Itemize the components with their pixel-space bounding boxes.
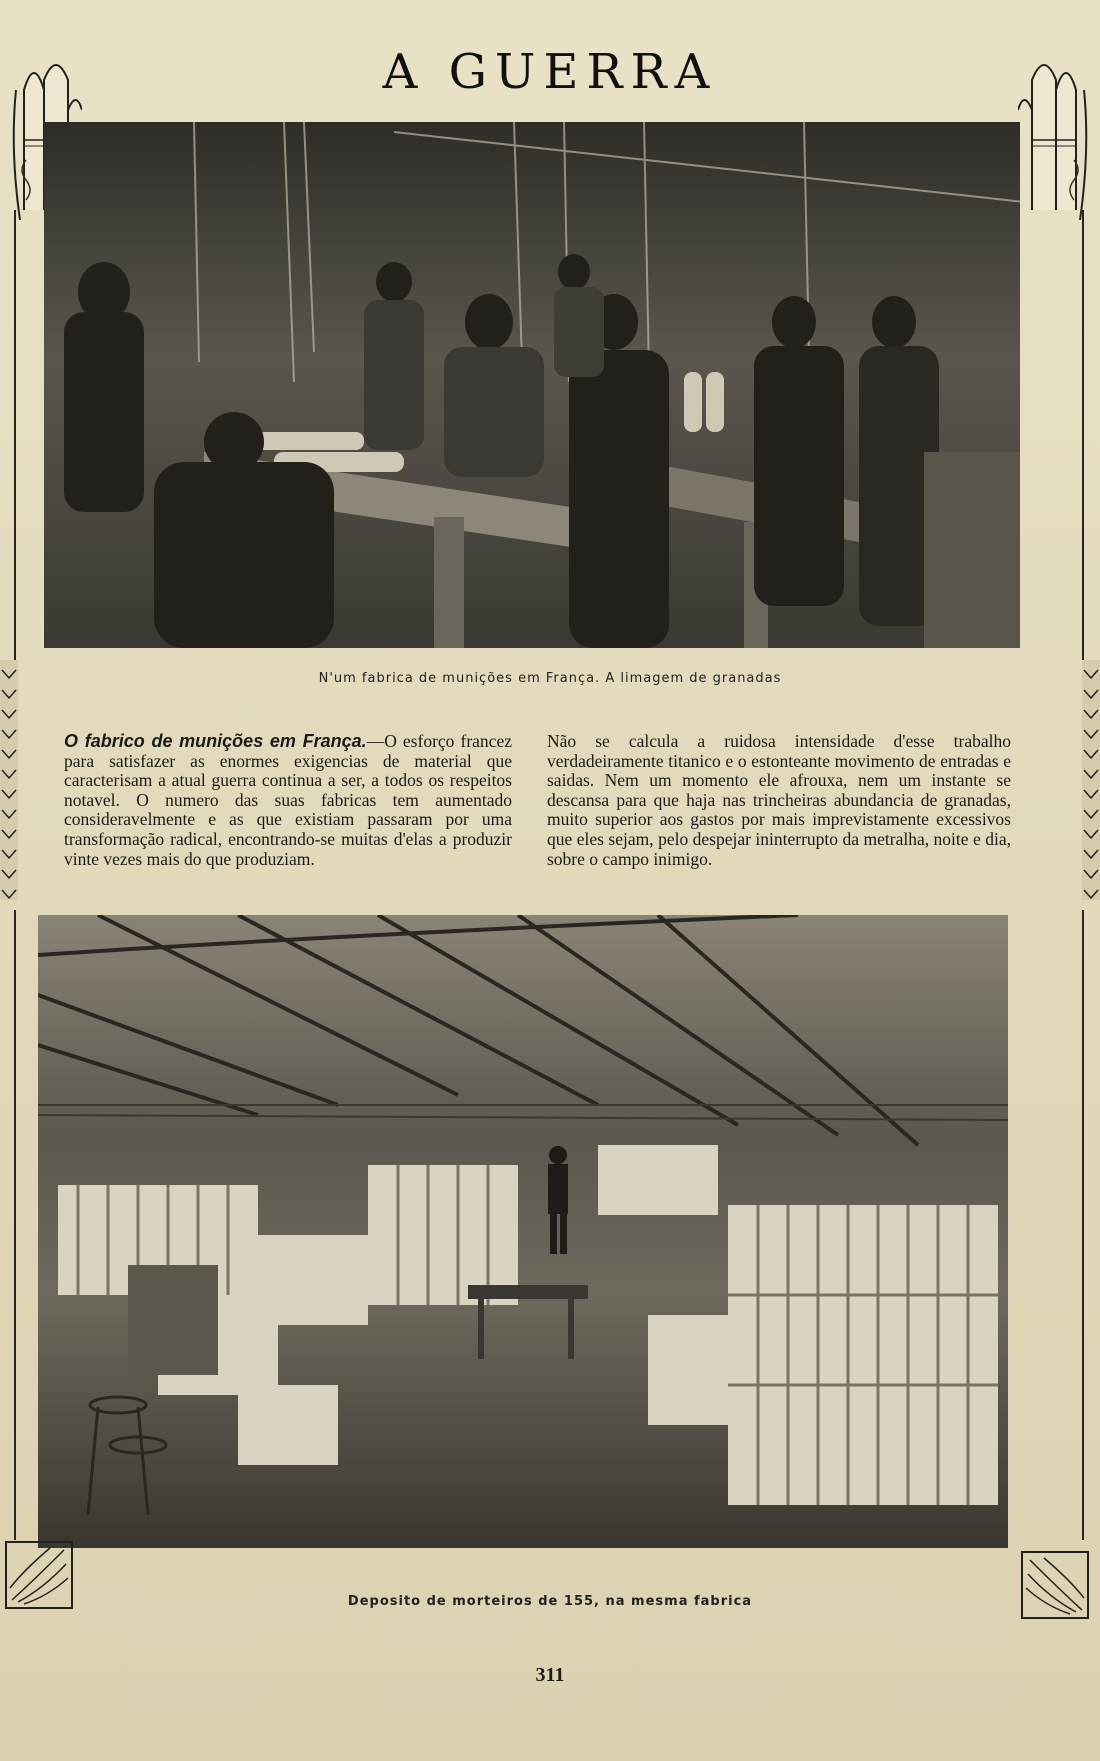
article-lead-heading: O fabrico de munições em França.	[64, 731, 367, 751]
chevron-side-band-icon	[0, 660, 18, 900]
shell-ornament-icon	[1018, 50, 1090, 220]
article-body-right: Não se calcula a ruidosa intensidade d'esse trabalho verdadeiramente titanico e o estonteante movimento de entradas e saidas. Nem um momento ele afrouxa, nem um instante se descansa para que haja nas trincheiras abundancia de granadas, muito superior aos gastos por mais imprevistamente excessivos que eles sejam, pelo despejar ininterrupto da metralha, noite e dia, sobre o campo inimigo.	[547, 731, 1011, 869]
right-frame-line	[1082, 910, 1084, 1540]
article-column-left	[64, 732, 512, 869]
shell-depot-photo	[38, 915, 1008, 1548]
factory-workers-photo	[44, 122, 1020, 648]
article-body-left: —O esforço francez para satisfazer as enormes exigencias de material que caracterisam a atual guerra continua a ser, a todos os respeitos notavel. O numero das suas fabricas tem aumentado consideravelmente e as que existiam passaram por uma transformação radical, encontrando-se muitas d'elas a produzir vinte vezes mais do que produziam.	[64, 731, 512, 869]
left-frame-line	[14, 210, 16, 660]
masthead-title: A GUERRA	[382, 44, 718, 100]
article-column-right	[547, 732, 1011, 869]
bottom-photo-caption: Deposito de morteiros de 155, na mesma fabrica	[347, 1594, 753, 1609]
leaf-corner-ornament-icon	[1020, 1550, 1090, 1620]
page-number: 311	[535, 1664, 565, 1686]
left-frame-line	[14, 910, 16, 1540]
leaf-corner-ornament-icon	[4, 1540, 74, 1610]
top-photo-caption: N'um fabrica de munições em França. A limagem de granadas	[318, 671, 782, 686]
chevron-side-band-icon	[1082, 660, 1100, 900]
right-frame-line	[1082, 210, 1084, 660]
